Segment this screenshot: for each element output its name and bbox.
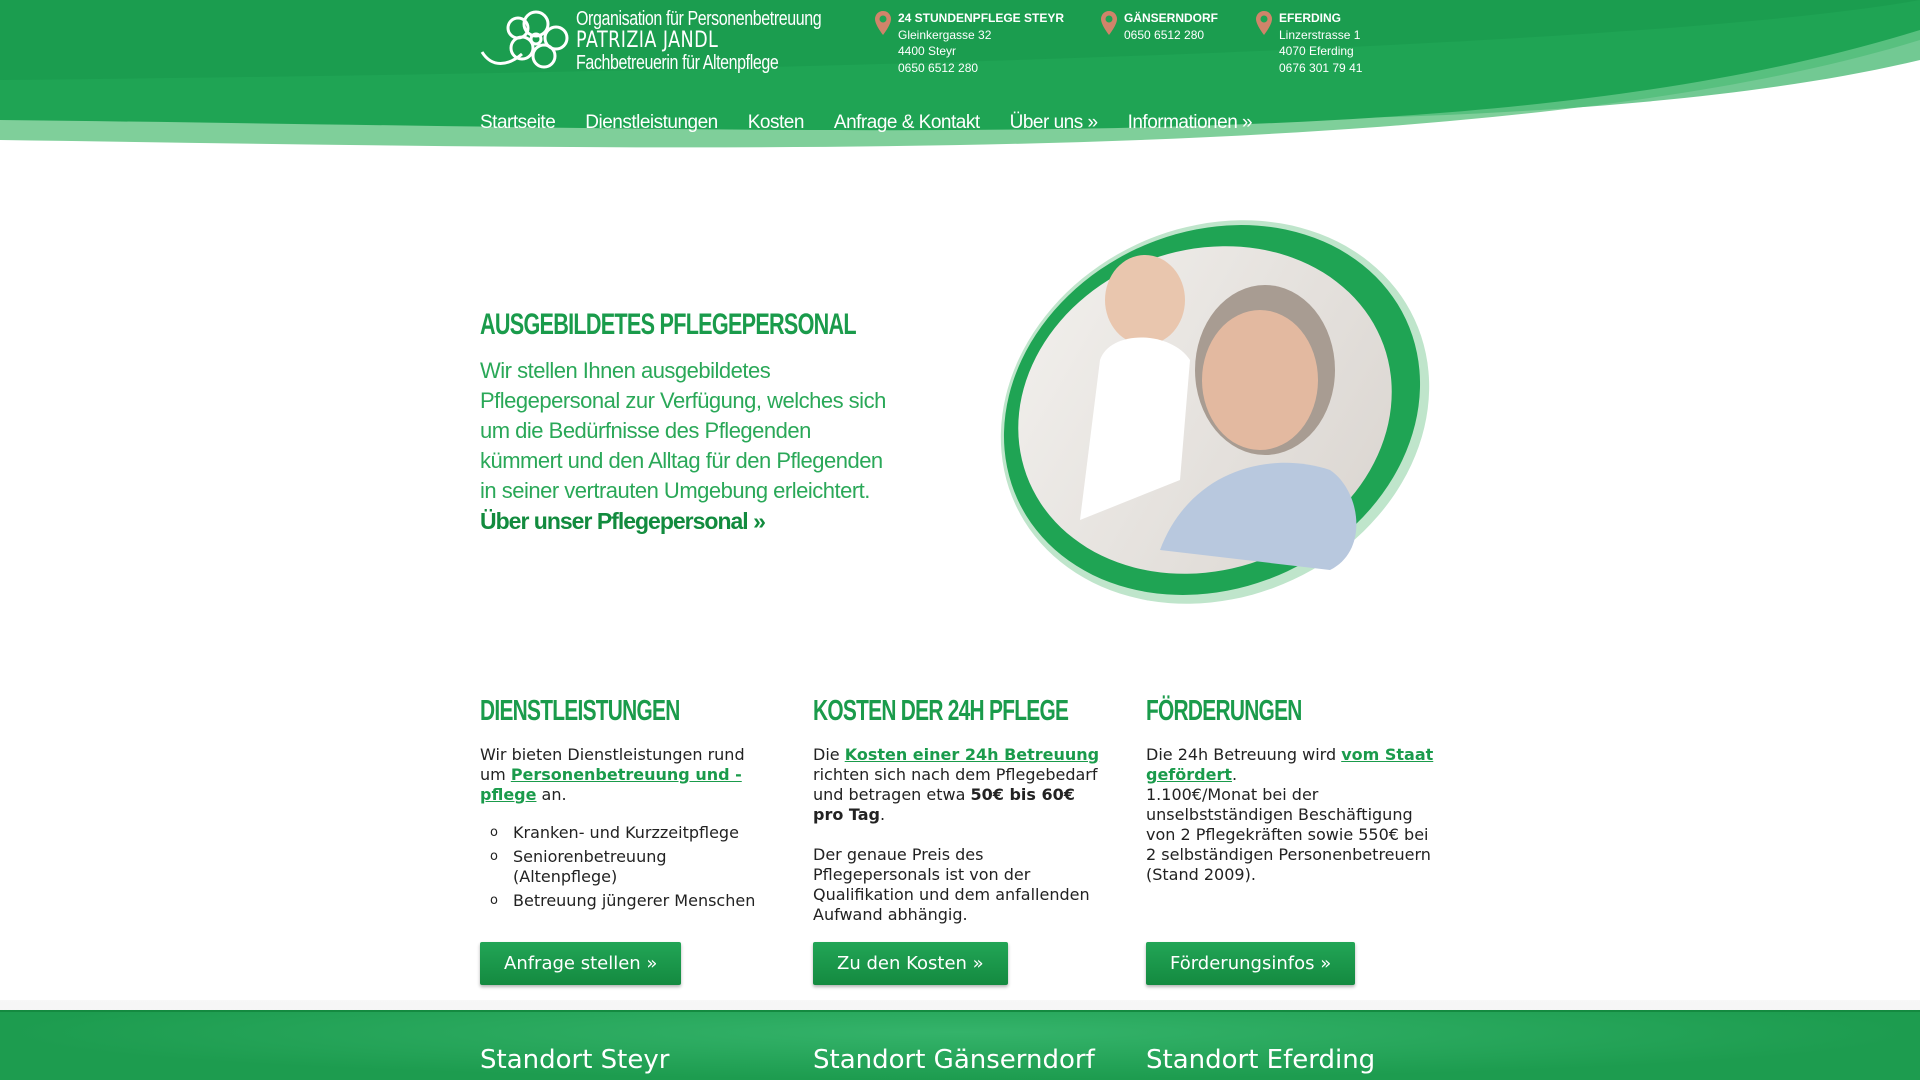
location-title: 24 STUNDENPFLEGE STEYR	[898, 11, 1065, 25]
address-line: 4070 Eferding	[1279, 44, 1354, 58]
foerderungsinfos-button[interactable]: Förderungsinfos »	[1146, 942, 1355, 985]
phone[interactable]: 0650 6512 280	[1124, 27, 1205, 42]
text: richten sich nach dem Pflegebedarf und betragen etwa	[813, 765, 1098, 804]
text: .	[1232, 765, 1238, 784]
text: Wir bieten Dienstleistungen rund um	[480, 745, 745, 784]
column-title: DIENSTLEISTUNGEN	[480, 695, 680, 727]
hero-link[interactable]: Über unser Pflegepersonal »	[480, 508, 765, 534]
anfrage-stellen-button[interactable]: Anfrage stellen »	[480, 942, 681, 985]
column-foerderungen	[1146, 695, 1436, 885]
column-text-2: Der genaue Preis des Pflegepersonals ist von der Qualifikation und dem anfallenden Aufwand abhängig.	[813, 845, 1090, 924]
logo-tagline: Organisation für Personenbetreuung	[576, 8, 822, 30]
header	[0, 0, 1920, 210]
hero-text: Wir stellen Ihnen ausgebildetes Pflegepersonal zur Verfügung, welches sich um die Bedürfnisse des Pflegenden kümmert und den Alltag für den Pflegenden in seiner vertrauten Umgebung erleichtert.	[480, 358, 886, 503]
footer-standort-steyr: Standort Steyr	[480, 1045, 670, 1075]
footer-standort-gaenserndorf: Standort Gänserndorf	[813, 1045, 1095, 1075]
nav-dienstleistungen[interactable]: Dienstleistungen	[585, 112, 718, 133]
address-line: Gleinkergasse 32	[898, 27, 992, 42]
nav-startseite[interactable]: Startseite	[480, 112, 556, 133]
map-pin-icon	[874, 10, 892, 36]
column-title-wrap	[1146, 695, 1436, 731]
column-text-2: 1.100€/Monat bei der unselbstständigen Beschäftigung von 2 Pflegekräften sowie 550€ bei 2 selbständigen Personenbetreuern (Stand 2009).	[1146, 785, 1431, 884]
list-item: o Betreuung jüngerer Menschen	[480, 891, 770, 911]
logo[interactable]	[478, 8, 883, 74]
location-title: EFERDING	[1279, 11, 1342, 25]
text: Die	[813, 745, 845, 764]
column-dienstleistungen	[480, 695, 770, 915]
address-line: 4400 Steyr	[898, 44, 957, 58]
map-pin-icon	[1255, 10, 1273, 36]
text: an.	[536, 785, 567, 804]
logo-subtitle: Fachbetreuerin für Altenpflege	[576, 52, 779, 74]
kosten-link[interactable]: Kosten einer 24h Betreuung	[844, 745, 1100, 764]
column-title: KOSTEN DER 24H PFLEGE	[813, 695, 1069, 727]
footer-standort-eferding: Standort Eferding	[1146, 1045, 1376, 1075]
column-text	[480, 745, 770, 805]
list-item: o Kranken- und Kurzzeitpflege	[480, 823, 770, 843]
column-text	[1146, 745, 1436, 785]
nav-anfrage-kontakt[interactable]: Anfrage & Kontakt	[833, 112, 980, 133]
foerderung-link[interactable]: vom Staat gefördert	[1146, 745, 1434, 784]
column-kosten	[813, 695, 1103, 925]
logo-name: PATRIZIA JANDL	[576, 28, 719, 53]
text: Die 24h Betreuung wird	[1146, 745, 1342, 764]
location-eferding	[1255, 10, 1362, 76]
nav-kosten[interactable]: Kosten	[747, 112, 804, 133]
address-line: Linzerstrasse 1	[1279, 27, 1361, 42]
services-list	[480, 823, 770, 911]
list-item: o Seniorenbetreuung (Altenpflege)	[480, 847, 770, 887]
location-gaenserndorf	[1100, 10, 1218, 43]
hero-title-wrap	[480, 308, 890, 348]
column-text	[813, 745, 1103, 825]
map-pin-icon	[1100, 10, 1118, 36]
hero	[480, 308, 890, 535]
zu-den-kosten-button[interactable]: Zu den Kosten »	[813, 942, 1008, 985]
column-title-wrap	[480, 695, 770, 731]
nav-informationen[interactable]: Informationen »	[1127, 112, 1253, 133]
column-title-wrap	[813, 695, 1103, 731]
nav-ueber-uns[interactable]: Über uns »	[1009, 112, 1098, 133]
flower-logo-icon	[478, 8, 570, 70]
main-nav	[480, 112, 1252, 134]
location-title: GÄNSERNDORF	[1124, 11, 1219, 25]
text: .	[880, 805, 886, 824]
personenbetreuung-link[interactable]: Personenbetreuung und -pflege	[480, 765, 742, 804]
phone[interactable]: 0676 301 79 41	[1279, 60, 1363, 75]
hero-title: AUSGEBILDETES PFLEGEPERSONAL	[480, 308, 856, 341]
price-range: 50€ bis 60€ pro Tag	[813, 785, 1075, 824]
phone[interactable]: 0650 6512 280	[898, 60, 979, 75]
column-title: FÖRDERUNGEN	[1146, 695, 1302, 727]
location-steyr	[874, 10, 1064, 76]
hero-photo-caregiver-senior	[990, 220, 1440, 605]
